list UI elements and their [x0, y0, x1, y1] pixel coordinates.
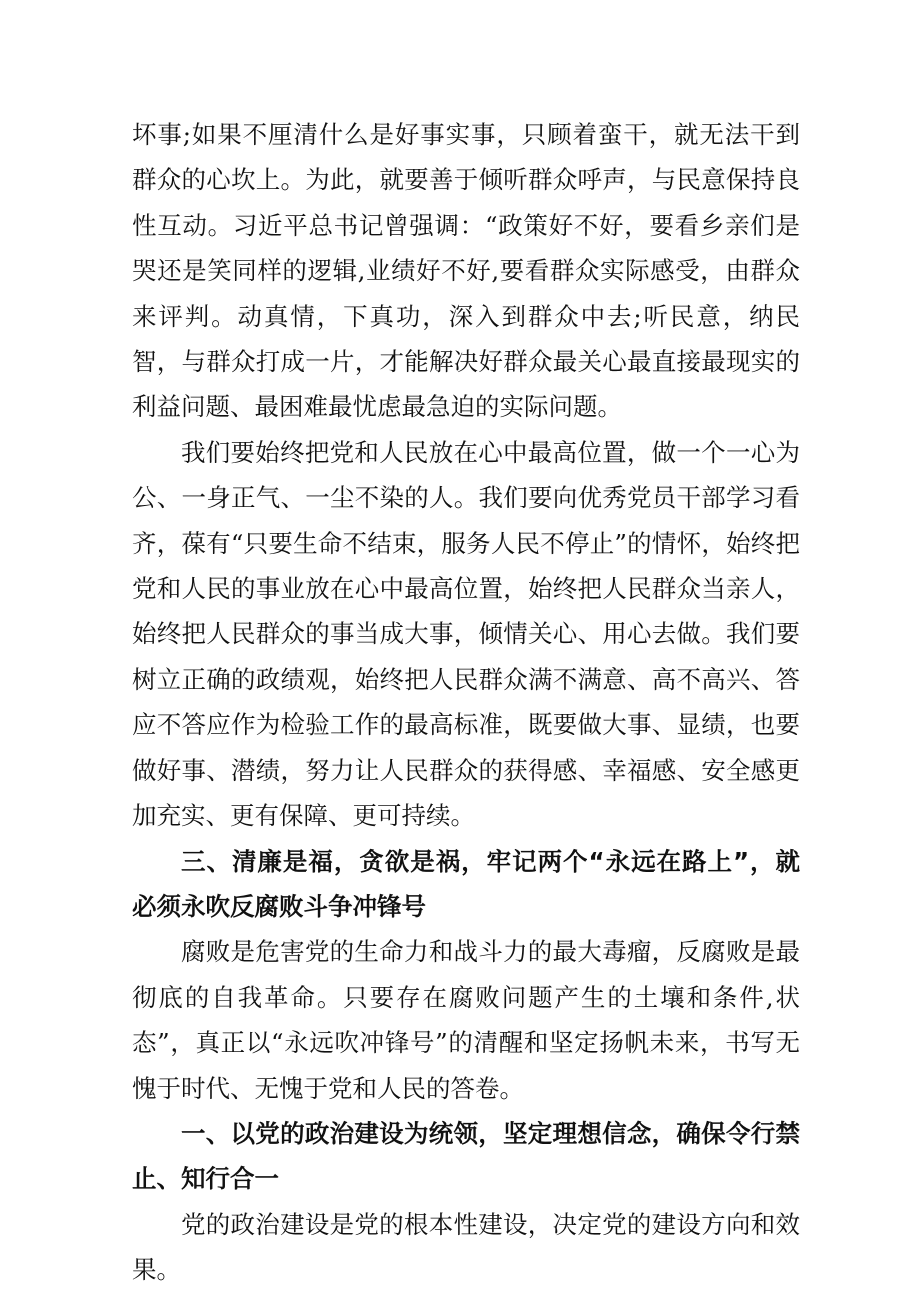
body-paragraph: 党的政治建设是党的根本性建设，决定党的建设方向和效果。	[132, 1209, 800, 1285]
section-heading: 三、清廉是福，贪欲是祸，牢记两个“永远在路上”，就必须永吹反腐败斗争冲锋号	[132, 846, 800, 921]
body-paragraph: 坏事;如果不厘清什么是好事实事，只顾着蛮干，就无法干到群众的心坎上。为此，就要善于倾听群众呼声，与民意保持良性互动。习近平总书记曾强调：“政策好不好，要看乡亲们是哭还是笑同样的逻辑,业绩好不好,要看群众实际感受，由群众来评判。动真情，下真功，深入到群众中去;听民意，纳民智，与群众打成一片，才能解决好群众最关心最直接最现实的利益问题、最困难最忧虑最急迫的实际问题。	[132, 120, 800, 422]
section-heading: 一、以党的政治建设为统领，坚定理想信念，确保令行禁止、知行合一	[132, 1118, 800, 1194]
body-paragraph: 腐败是危害党的生命力和战斗力的最大毒瘤，反腐败是最彻底的自我革命。只要存在腐败问题产生的土壤和条件,状态”，真正以“永远吹冲锋号”的清醒和坚定扬帆未来，书写无愧于时代、无愧于党和人民的答卷。	[132, 937, 800, 1103]
body-paragraph: 我们要始终把党和人民放在心中最高位置，做一个一心为公、一身正气、一尘不染的人。我们要向优秀党员干部学习看齐，葆有“只要生命不结束，服务人民不停止”的情怀，始终把党和人民的事业放在心中最高位置，始终把人民群众当亲人，始终把人民群众的事当成大事，倾情关心、用心去做。我们要树立正确的政绩观，始终把人民群众满不满意、高不高兴、答应不答应作为检验工作的最高标准，既要做大事、显绩，也要做好事、潜绩，努力让人民群众的获得感、幸福感、安全感更加充实、更有保障、更可持续。	[132, 437, 800, 831]
document-page	[132, 112, 800, 1293]
